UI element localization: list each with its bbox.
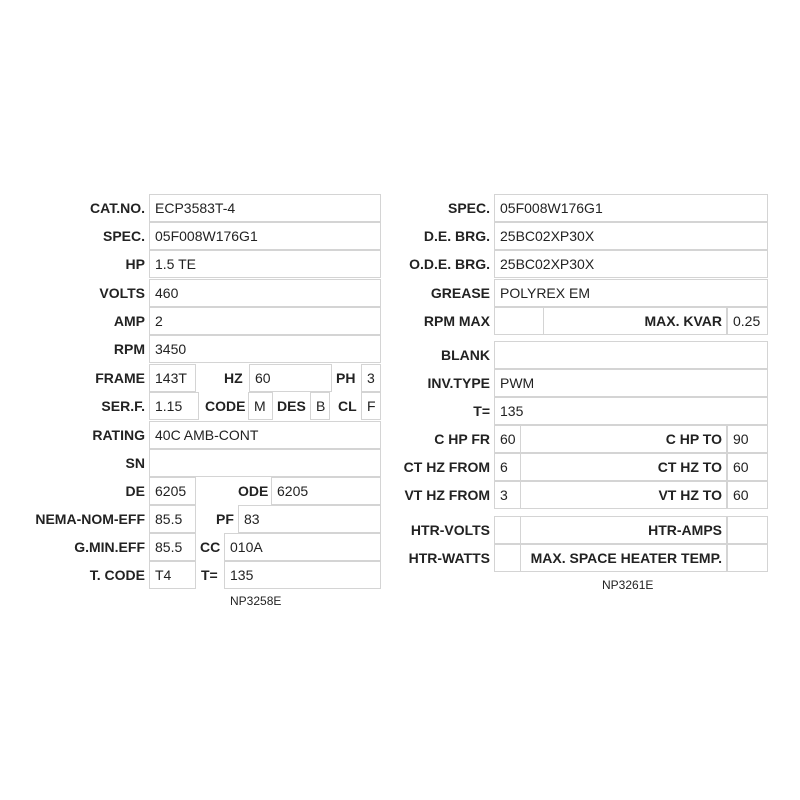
row-blank bbox=[400, 341, 800, 369]
t-eq-label: T= bbox=[201, 567, 218, 583]
inv-type-cell bbox=[494, 369, 768, 397]
htr-watts-value bbox=[494, 544, 500, 572]
grease-value: POLYREX EM bbox=[500, 285, 590, 301]
row-ode-brg bbox=[400, 250, 800, 278]
row-volts bbox=[0, 279, 400, 307]
rpm-max-label: RPM MAX bbox=[423, 313, 490, 329]
grease-label: GREASE bbox=[430, 285, 490, 301]
chp-to-value: 90 bbox=[733, 431, 749, 447]
pf-value: 83 bbox=[244, 511, 260, 527]
rpm-label: RPM bbox=[113, 341, 145, 357]
inv-type-value: PWM bbox=[500, 375, 535, 391]
row-grease bbox=[400, 279, 800, 307]
rpm-value: 3450 bbox=[155, 341, 187, 357]
sn-value bbox=[149, 449, 155, 477]
tcode-value: T4 bbox=[155, 567, 172, 583]
blank-label: BLANK bbox=[441, 347, 490, 363]
row-de-brg bbox=[400, 222, 800, 250]
t-eq-value: 135 bbox=[230, 567, 254, 583]
amp-cell bbox=[149, 307, 381, 335]
tcode-label: T. CODE bbox=[89, 567, 145, 583]
de-value: 6205 bbox=[155, 483, 187, 499]
cthz-from-value: 6 bbox=[500, 459, 508, 475]
row-hp bbox=[0, 250, 400, 278]
heater-temp-label: MAX. SPACE HEATER TEMP. bbox=[530, 550, 722, 566]
amp-value: 2 bbox=[155, 313, 163, 329]
gmin-value: 85.5 bbox=[155, 539, 183, 555]
htr-volts-label: HTR-VOLTS bbox=[410, 522, 490, 538]
serf-label: SER.F. bbox=[101, 398, 145, 414]
right-caption: NP3261E bbox=[602, 578, 654, 592]
htr-watts-label: HTR-WATTS bbox=[408, 550, 490, 566]
row-rating bbox=[0, 421, 400, 449]
vthz-from-label: VT HZ FROM bbox=[404, 487, 490, 503]
ph-value: 3 bbox=[367, 370, 375, 386]
vthz-to-value: 60 bbox=[733, 487, 749, 503]
row-frame bbox=[0, 364, 400, 392]
row-r-t-eq bbox=[400, 397, 800, 425]
r-t-eq-value: 135 bbox=[500, 403, 524, 419]
r-spec-label: SPEC. bbox=[447, 200, 490, 216]
htr-amps-cell bbox=[727, 516, 768, 544]
kvar-value: 0.25 bbox=[733, 313, 761, 329]
row-de bbox=[0, 477, 400, 505]
row-cat-no bbox=[0, 194, 400, 222]
cl-value: F bbox=[367, 398, 376, 414]
htr-volts-value bbox=[494, 516, 500, 544]
ode-value: 6205 bbox=[277, 483, 309, 499]
row-sn bbox=[0, 449, 400, 477]
hp-value: 1.5 TE bbox=[155, 256, 196, 272]
cat-no-value: ECP3583T-4 bbox=[155, 200, 236, 216]
de-brg-label: D.E. BRG. bbox=[423, 228, 490, 244]
ode-brg-value: 25BC02XP30X bbox=[500, 256, 595, 272]
nema-value: 85.5 bbox=[155, 511, 183, 527]
spec-value: 05F008W176G1 bbox=[155, 228, 258, 244]
de-label: DE bbox=[125, 483, 145, 499]
htr-amps-label: HTR-AMPS bbox=[648, 522, 722, 538]
row-inv-type bbox=[400, 369, 800, 397]
amp-label: AMP bbox=[113, 313, 145, 329]
ode-brg-label: O.D.E. BRG. bbox=[409, 256, 490, 272]
row-cthz bbox=[400, 453, 800, 481]
nema-label: NEMA-NOM-EFF bbox=[35, 511, 145, 527]
rpm-max-cell bbox=[494, 307, 544, 335]
htr-amps-value bbox=[727, 516, 733, 544]
code-label: CODE bbox=[205, 398, 246, 414]
right-nameplate bbox=[400, 0, 800, 800]
ph-label: PH bbox=[336, 370, 356, 386]
row-g-min-eff bbox=[0, 533, 400, 561]
r-spec-value: 05F008W176G1 bbox=[500, 200, 603, 216]
row-chp bbox=[400, 425, 800, 453]
row-t-code bbox=[0, 561, 400, 589]
rating-label: RATING bbox=[92, 427, 145, 443]
blank-value bbox=[494, 341, 500, 369]
cc-value: 010A bbox=[230, 539, 263, 555]
chp-fr-label: C HP FR bbox=[434, 431, 490, 447]
de-brg-value: 25BC02XP30X bbox=[500, 228, 595, 244]
des-value: B bbox=[316, 398, 326, 414]
row-htr-watts bbox=[400, 544, 800, 572]
row-htr-volts bbox=[400, 516, 800, 544]
r-t-eq-cell bbox=[494, 397, 768, 425]
kvar-label: MAX. KVAR bbox=[644, 313, 722, 329]
cthz-from-label: CT HZ FROM bbox=[403, 459, 490, 475]
hp-label: HP bbox=[125, 256, 145, 272]
blank-cell bbox=[494, 341, 768, 369]
gmin-label: G.MIN.EFF bbox=[74, 539, 145, 555]
inv-type-label: INV.TYPE bbox=[427, 375, 490, 391]
vthz-from-value: 3 bbox=[500, 487, 508, 503]
volts-cell bbox=[149, 279, 381, 307]
heater-temp-cell bbox=[727, 544, 768, 572]
cl-label: CL bbox=[338, 398, 357, 414]
cthz-to-label: CT HZ TO bbox=[657, 459, 722, 475]
volts-label: VOLTS bbox=[99, 285, 145, 301]
hz-label: HZ bbox=[224, 370, 243, 386]
chp-fr-value: 60 bbox=[500, 431, 516, 447]
row-vthz bbox=[400, 481, 800, 509]
row-amp bbox=[0, 307, 400, 335]
vthz-to-label: VT HZ TO bbox=[658, 487, 722, 503]
rating-value: 40C AMB-CONT bbox=[155, 427, 259, 443]
des-label: DES bbox=[277, 398, 306, 414]
row-r-spec bbox=[400, 194, 800, 222]
pf-label: PF bbox=[216, 511, 234, 527]
left-caption: NP3258E bbox=[230, 594, 282, 608]
row-serf bbox=[0, 392, 400, 420]
cat-no-label: CAT.NO. bbox=[90, 200, 145, 216]
r-t-eq-label: T= bbox=[473, 403, 490, 419]
frame-value: 143T bbox=[155, 370, 187, 386]
hz-value: 60 bbox=[255, 370, 271, 386]
row-spec bbox=[0, 222, 400, 250]
volts-value: 460 bbox=[155, 285, 179, 301]
frame-label: FRAME bbox=[95, 370, 145, 386]
code-value: M bbox=[254, 398, 266, 414]
row-rpm-max bbox=[400, 307, 800, 335]
row-rpm bbox=[0, 335, 400, 363]
ode-label: ODE bbox=[238, 483, 269, 499]
rpm-max-value bbox=[494, 307, 500, 335]
heater-temp-value bbox=[727, 544, 733, 572]
spec-label: SPEC. bbox=[102, 228, 145, 244]
sn-label: SN bbox=[125, 455, 145, 471]
row-nema-nom-eff bbox=[0, 505, 400, 533]
cc-label: CC bbox=[200, 539, 221, 555]
sn-cell bbox=[149, 449, 381, 477]
cthz-to-value: 60 bbox=[733, 459, 749, 475]
serf-value: 1.15 bbox=[155, 398, 183, 414]
chp-to-label: C HP TO bbox=[665, 431, 722, 447]
